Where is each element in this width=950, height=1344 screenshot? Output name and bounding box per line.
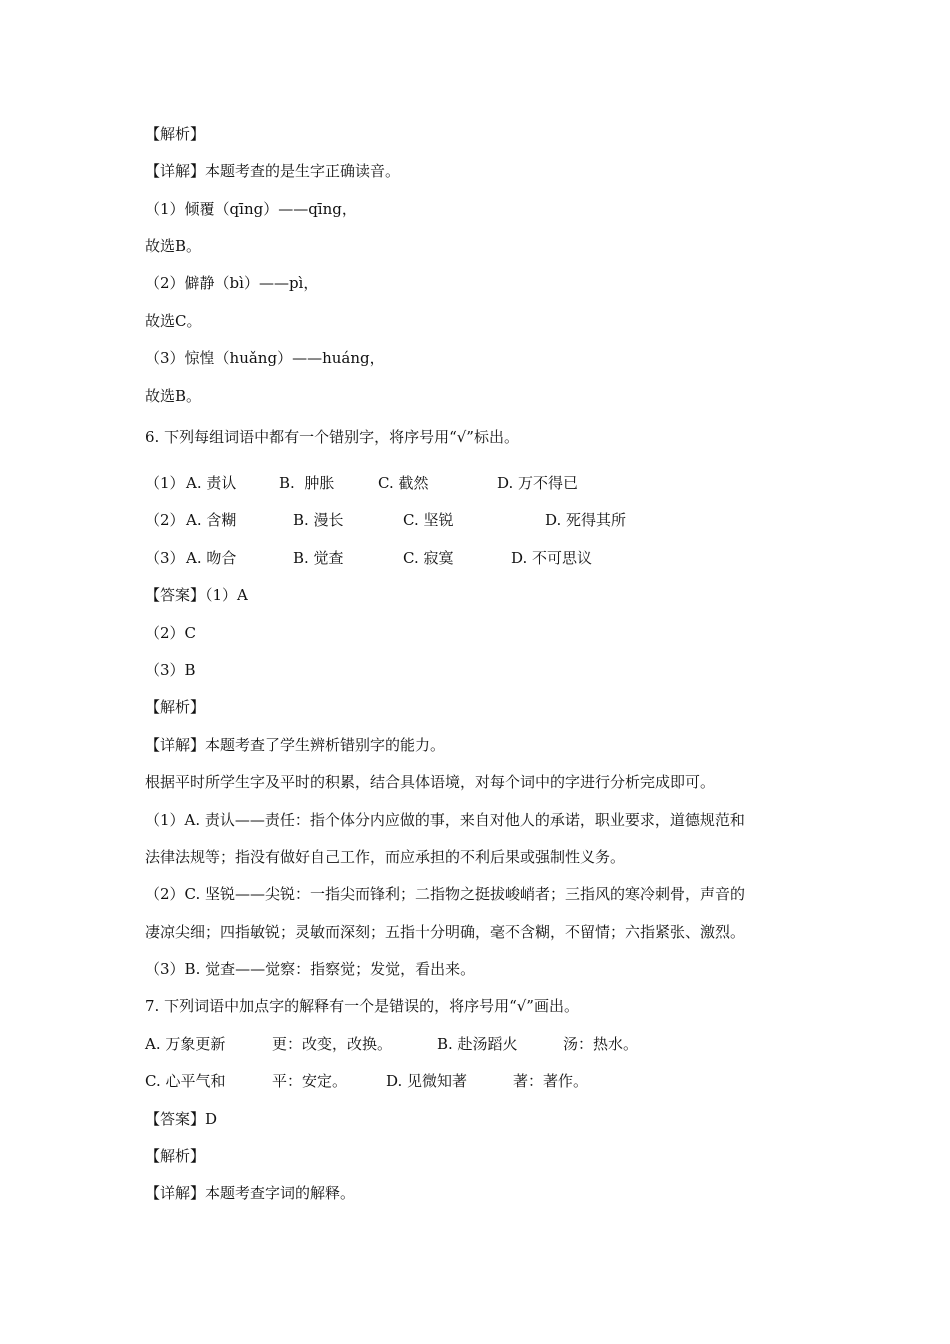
section-heading-analysis: 【解析】 bbox=[145, 1147, 206, 1165]
option-c: C. 寂寞 bbox=[403, 549, 454, 567]
detail-text: 故选C。 bbox=[145, 312, 202, 330]
option-a: A. 责认 bbox=[186, 474, 237, 492]
detail-text: （2）C. 坚锐——尖锐：一指尖而锋利；二指物之挺拔峻峭者；三指风的寒冷刺骨，声音的 bbox=[145, 885, 746, 903]
option-b: B. 觉查 bbox=[293, 549, 344, 567]
option-a: A. 含糊 bbox=[186, 511, 237, 529]
option-a-explanation: 更：改变，改换。 bbox=[272, 1035, 393, 1053]
detail-text: （3）惊惶（huǎng）——huáng， bbox=[145, 349, 385, 367]
answer-text: 【答案】D bbox=[145, 1110, 218, 1128]
detail-text: （2）僻静（bì）——pì， bbox=[145, 274, 319, 292]
option-a: A. 万象更新 bbox=[145, 1035, 226, 1053]
question-7-stem: 7. 下列词语中加点字的解释有一个是错误的，将序号用“√”画出。 bbox=[145, 997, 579, 1015]
detail-text: 根据平时所学生字及平时的积累，结合具体语境，对每个词中的字进行分析完成即可。 bbox=[145, 773, 716, 791]
detail-text: 凄凉尖细；四指敏锐；灵敏而深刻；五指十分明确，毫不含糊，不留情；六指紧张、激烈。 bbox=[145, 923, 746, 941]
option-b: B. 漫长 bbox=[293, 511, 344, 529]
option-b: B. 赴汤蹈火 bbox=[437, 1035, 518, 1053]
answer-text: （2）C bbox=[145, 624, 197, 642]
detail-text: （1）A. 责认——责任：指个体分内应做的事，来自对他人的承诺，职业要求，道德规范和 bbox=[145, 811, 745, 829]
detail-text: （1）倾覆（qīng）——qīng， bbox=[145, 200, 357, 218]
answer-text: （3）B bbox=[145, 661, 196, 679]
section-heading-analysis: 【解析】 bbox=[145, 698, 206, 716]
answer-text: 【答案】（1）A bbox=[145, 586, 248, 604]
option-c: C. 坚锐 bbox=[403, 511, 454, 529]
section-heading-analysis: 【解析】 bbox=[145, 125, 206, 143]
option-row-number: （1） bbox=[145, 474, 185, 492]
detail-text: （3）B. 觉查——觉察：指察觉；发觉，看出来。 bbox=[145, 960, 476, 978]
option-d-explanation: 著：著作。 bbox=[513, 1072, 589, 1090]
detail-text: 故选B。 bbox=[145, 237, 202, 255]
option-d: D. 见微知著 bbox=[386, 1072, 468, 1090]
option-c-explanation: 平：安定。 bbox=[272, 1072, 348, 1090]
option-b: B. 肿胀 bbox=[279, 474, 335, 492]
option-b-explanation: 汤：热水。 bbox=[563, 1035, 639, 1053]
option-d: D. 万不得已 bbox=[497, 474, 579, 492]
option-d: D. 死得其所 bbox=[545, 511, 627, 529]
detail-text: 法律法规等；指没有做好自己工作，而应承担的不利后果或强制性义务。 bbox=[145, 848, 626, 866]
detail-text: 故选B。 bbox=[145, 387, 202, 405]
option-row-number: （2） bbox=[145, 511, 185, 529]
option-c: C. 截然 bbox=[378, 474, 429, 492]
question-6-stem: 6. 下列每组词语中都有一个错别字，将序号用“√”标出。 bbox=[145, 428, 519, 446]
detail-text: 【详解】本题考查字词的解释。 bbox=[145, 1184, 356, 1202]
detail-text: 【详解】本题考查的是生字正确读音。 bbox=[145, 162, 401, 180]
option-d: D. 不可思议 bbox=[511, 549, 593, 567]
detail-text: 【详解】本题考查了学生辨析错别字的能力。 bbox=[145, 736, 446, 754]
option-a: A. 吻合 bbox=[186, 549, 237, 567]
option-row-number: （3） bbox=[145, 549, 185, 567]
option-c: C. 心平气和 bbox=[145, 1072, 226, 1090]
